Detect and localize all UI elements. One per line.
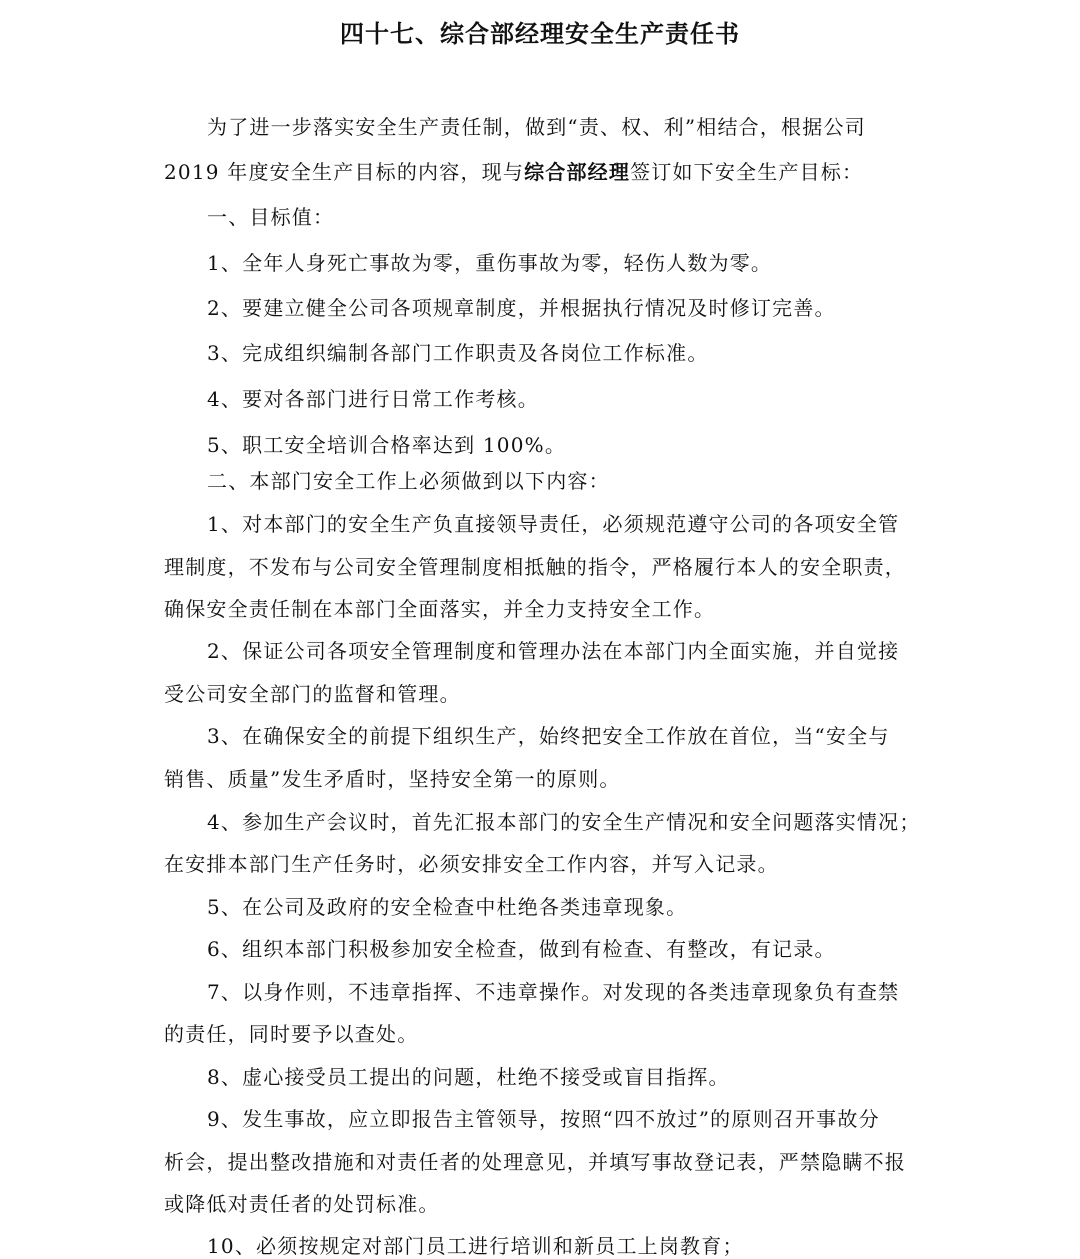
section2-item-1-line-1: 1、对本部门的安全生产负直接领导责任，必须规范遵守公司的各项安全管: [207, 512, 900, 536]
section1-item-1: 1、全年人身死亡事故为零，重伤事故为零，轻伤人数为零。: [207, 251, 773, 275]
section2-item-9-line-1: 9、发生事故，应立即报告主管领导，按照“四不放过”的原则召开事故分: [207, 1107, 880, 1131]
section2-item-2-line-2: 受公司安全部门的监督和管理。: [164, 682, 461, 706]
section2-item-6: 6、组织本部门积极参加安全检查，做到有检查、有整改，有记录。: [207, 937, 836, 961]
section1-item-3: 3、完成组织编制各部门工作职责及各岗位工作标准。: [207, 341, 709, 365]
intro-bold-position: 综合部经理: [524, 160, 631, 184]
section2-heading: 二、本部门安全工作上必须做到以下内容：: [207, 469, 610, 493]
section2-item-4-line-1: 4、参加生产会议时，首先汇报本部门的安全生产情况和安全问题落实情况；: [207, 810, 921, 834]
section2-item-8: 8、虚心接受员工提出的问题，杜绝不接受或盲目指挥。: [207, 1065, 730, 1089]
intro-text-before: 2019 年度安全生产目标的内容，现与: [164, 160, 525, 184]
section2-item-1-line-2: 理制度，不发布与公司安全管理制度相抵触的指令，严格履行本人的安全职责，: [164, 555, 906, 579]
section2-item-7-line-2: 的责任，同时要予以查处。: [164, 1022, 419, 1046]
section2-item-3-line-1: 3、在确保安全的前提下组织生产，始终把安全工作放在首位，当“安全与: [207, 724, 890, 748]
section2-item-4-line-2: 在安排本部门生产任务时，必须安排安全工作内容，并写入记录。: [164, 852, 779, 876]
intro-line-1: 为了进一步落实安全生产责任制，做到“责、权、利”相结合，根据公司: [207, 115, 866, 139]
section2-item-9-line-3: 或降低对责任者的处罚标准。: [164, 1192, 440, 1216]
section2-item-1-line-3: 确保安全责任制在本部门全面落实，并全力支持安全工作。: [164, 597, 716, 621]
section2-item-2-line-1: 2、保证公司各项安全管理制度和管理办法在本部门内全面实施，并自觉接: [207, 639, 900, 663]
document-title: 四十七、综合部经理安全生产责任书: [340, 20, 740, 48]
intro-text-after: 签订如下安全生产目标：: [630, 160, 864, 184]
section1-item-2: 2、要建立健全公司各项规章制度，并根据执行情况及时修订完善。: [207, 296, 836, 320]
section2-item-9-line-2: 析会，提出整改措施和对责任者的处理意见，并填写事故登记表，严禁隐瞒不报: [164, 1150, 906, 1174]
section1-item-4: 4、要对各部门进行日常工作考核。: [207, 387, 539, 411]
section2-item-7-line-1: 7、以身作则，不违章指挥、不违章操作。对发现的各类违章现象负有查禁: [207, 980, 900, 1004]
section1-item-5: 5、职工安全培训合格率达到 100%。: [207, 433, 567, 457]
section2-item-3-line-2: 销售、质量”发生矛盾时，坚持安全第一的原则。: [164, 767, 621, 791]
section2-item-5: 5、在公司及政府的安全检查中杜绝各类违章现象。: [207, 895, 688, 919]
section1-heading: 一、目标值：: [207, 205, 335, 229]
section2-item-10: 10、必须按规定对部门员工进行培训和新员工上岗教育；: [207, 1234, 744, 1258]
intro-line-2: [164, 159, 924, 185]
